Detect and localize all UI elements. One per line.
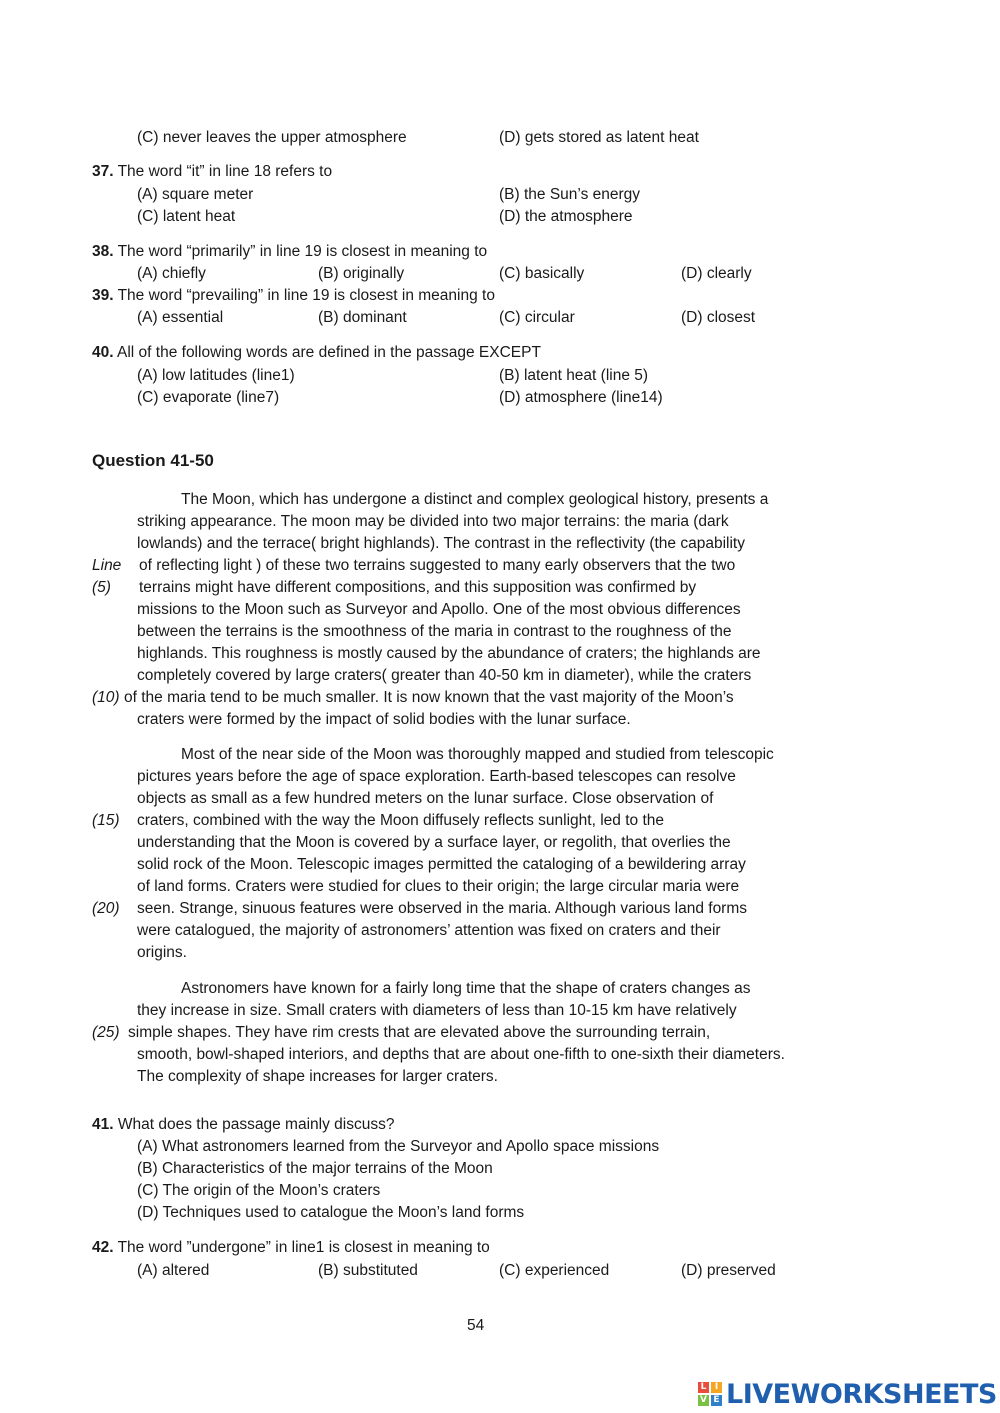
passage-line: missions to the Moon such as Surveyor and Apollo. One of the most obvious differences bbox=[137, 601, 741, 618]
line-marker-25: (25) bbox=[92, 1024, 120, 1041]
q41-number: 41. bbox=[92, 1116, 114, 1133]
logo-letter-l: L bbox=[698, 1382, 709, 1393]
passage-line: Most of the near side of the Moon was thoroughly mapped and studied from telescopic bbox=[181, 746, 774, 763]
passage-line: The Moon, which has undergone a distinct and complex geological history, presents a bbox=[181, 491, 769, 508]
q40-option-b: (B) latent heat (line 5) bbox=[499, 367, 649, 384]
q39-option-a: (A) essential bbox=[137, 309, 224, 326]
passage-line: craters, combined with the way the Moon diffusely reflects sunlight, led to the bbox=[137, 812, 664, 829]
q37-option-d: (D) the atmosphere bbox=[499, 208, 633, 225]
q38-option-c: (C) basically bbox=[499, 265, 585, 282]
liveworksheets-wordmark: LIVEWORKSHEETS bbox=[726, 1378, 997, 1410]
passage-line: were catalogued, the majority of astronomers’ attention was fixed on craters and their bbox=[137, 922, 721, 939]
q40-question bbox=[92, 343, 541, 363]
passage-line: The complexity of shape increases for larger craters. bbox=[137, 1068, 498, 1085]
q36-option-d: (D) gets stored as latent heat bbox=[499, 129, 699, 146]
passage-line: striking appearance. The moon may be divided into two major terrains: the maria (dark bbox=[137, 513, 729, 530]
q39-number: 39. bbox=[92, 287, 114, 304]
q40-stem: All of the following words are defined in the passage EXCEPT bbox=[117, 344, 541, 361]
line-marker-15: (15) bbox=[92, 812, 120, 829]
passage-line: understanding that the Moon is covered by a surface layer, or regolith, that overlies the bbox=[137, 834, 731, 851]
q42-option-c: (C) experienced bbox=[499, 1262, 610, 1279]
passage-line: between the terrains is the smoothness of the maria in contrast to the roughness of the bbox=[137, 623, 732, 640]
q40-option-a: (A) low latitudes (line1) bbox=[137, 367, 295, 384]
liveworksheets-logo bbox=[698, 1377, 997, 1411]
q37-option-b: (B) the Sun’s energy bbox=[499, 186, 641, 203]
passage-line: lowlands) and the terrace( bright highlands). The contrast in the reflectivity (the capability bbox=[137, 535, 745, 552]
section-heading: Question 41-50 bbox=[92, 451, 214, 470]
passage-line: of reflecting light ) of these two terrains suggested to many early observers that the two bbox=[139, 557, 736, 574]
line-marker-5: (5) bbox=[92, 579, 111, 596]
line-marker-10: (10) bbox=[92, 689, 120, 706]
q38-option-b: (B) originally bbox=[318, 265, 405, 282]
q38-question bbox=[92, 242, 487, 262]
q41-option-c: (C) The origin of the Moon’s craters bbox=[137, 1182, 381, 1199]
q40-option-d: (D) atmosphere (line14) bbox=[499, 389, 663, 406]
q42-option-a: (A) altered bbox=[137, 1262, 210, 1279]
q37-stem: The word “it” in line 18 refers to bbox=[117, 163, 333, 180]
q40-number: 40. bbox=[92, 344, 114, 361]
q42-question bbox=[92, 1238, 490, 1258]
q37-option-a: (A) square meter bbox=[137, 186, 254, 203]
passage-line: of land forms. Craters were studied for clues to their origin; the large circular maria were bbox=[137, 878, 740, 895]
q40-option-c: (C) evaporate (line7) bbox=[137, 389, 280, 406]
q42-number: 42. bbox=[92, 1239, 114, 1256]
q38-option-d: (D) clearly bbox=[681, 265, 752, 282]
line-marker-label: Line bbox=[92, 557, 122, 574]
q39-option-c: (C) circular bbox=[499, 309, 575, 326]
q37-number: 37. bbox=[92, 163, 114, 180]
q36-option-c: (C) never leaves the upper atmosphere bbox=[137, 129, 407, 146]
q42-option-d: (D) preserved bbox=[681, 1262, 776, 1279]
passage-line: pictures years before the age of space exploration. Earth-based telescopes can resolve bbox=[137, 768, 736, 785]
logo-letter-v: V bbox=[698, 1395, 709, 1406]
passage-line: objects as small as a few hundred meters on the lunar surface. Close observation of bbox=[137, 790, 714, 807]
passage-line: highlands. This roughness is mostly caused by the abundance of craters; the highlands are bbox=[137, 645, 761, 662]
q39-option-d: (D) closest bbox=[681, 309, 756, 326]
q41-question bbox=[92, 1115, 394, 1135]
q37-option-c: (C) latent heat bbox=[137, 208, 236, 225]
passage-line: seen. Strange, sinuous features were observed in the maria. Although various land forms bbox=[137, 900, 748, 917]
passage-line: completely covered by large craters( greater than 40-50 km in diameter), while the craters bbox=[137, 667, 752, 684]
q37-question bbox=[92, 162, 332, 182]
q38-number: 38. bbox=[92, 243, 114, 260]
q38-stem: The word “primarily” in line 19 is closest in meaning to bbox=[117, 243, 488, 260]
passage-line: origins. bbox=[137, 944, 187, 961]
q41-stem: What does the passage mainly discuss? bbox=[117, 1116, 395, 1133]
passage-line: simple shapes. They have rim crests that are elevated above the surrounding terrain, bbox=[128, 1024, 711, 1041]
passage-line: smooth, bowl-shaped interiors, and depths that are about one-fifth to one-sixth their diameters. bbox=[137, 1046, 785, 1063]
q41-option-b: (B) Characteristics of the major terrains of the Moon bbox=[137, 1160, 493, 1177]
q42-stem: The word ”undergone” in line1 is closest in meaning to bbox=[117, 1239, 490, 1256]
q41-option-a: (A) What astronomers learned from the Surveyor and Apollo space missions bbox=[137, 1138, 660, 1155]
q42-option-b: (B) substituted bbox=[318, 1262, 418, 1279]
page-number: 54 bbox=[467, 1317, 485, 1334]
logo-letter-e: E bbox=[711, 1395, 722, 1406]
q39-question bbox=[92, 286, 495, 306]
q41-option-d: (D) Techniques used to catalogue the Moon’s land forms bbox=[137, 1204, 525, 1221]
q39-stem: The word “prevailing” in line 19 is closest in meaning to bbox=[117, 287, 495, 304]
passage-line: Astronomers have known for a fairly long time that the shape of craters changes as bbox=[181, 980, 751, 997]
passage-line: craters were formed by the impact of solid bodies with the lunar surface. bbox=[137, 711, 631, 728]
passage-line: they increase in size. Small craters with diameters of less than 10-15 km have relatively bbox=[137, 1002, 737, 1019]
q39-option-b: (B) dominant bbox=[318, 309, 407, 326]
liveworksheets-icon bbox=[698, 1382, 722, 1406]
logo-letter-i: I bbox=[711, 1382, 722, 1393]
passage-line: terrains might have different compositions, and this supposition was confirmed by bbox=[139, 579, 697, 596]
line-marker-20: (20) bbox=[92, 900, 120, 917]
passage-line: of the maria tend to be much smaller. It is now known that the vast majority of the Moon’s bbox=[124, 689, 734, 706]
passage-line: solid rock of the Moon. Telescopic images permitted the cataloging of a bewildering array bbox=[137, 856, 746, 873]
q38-option-a: (A) chiefly bbox=[137, 265, 206, 282]
